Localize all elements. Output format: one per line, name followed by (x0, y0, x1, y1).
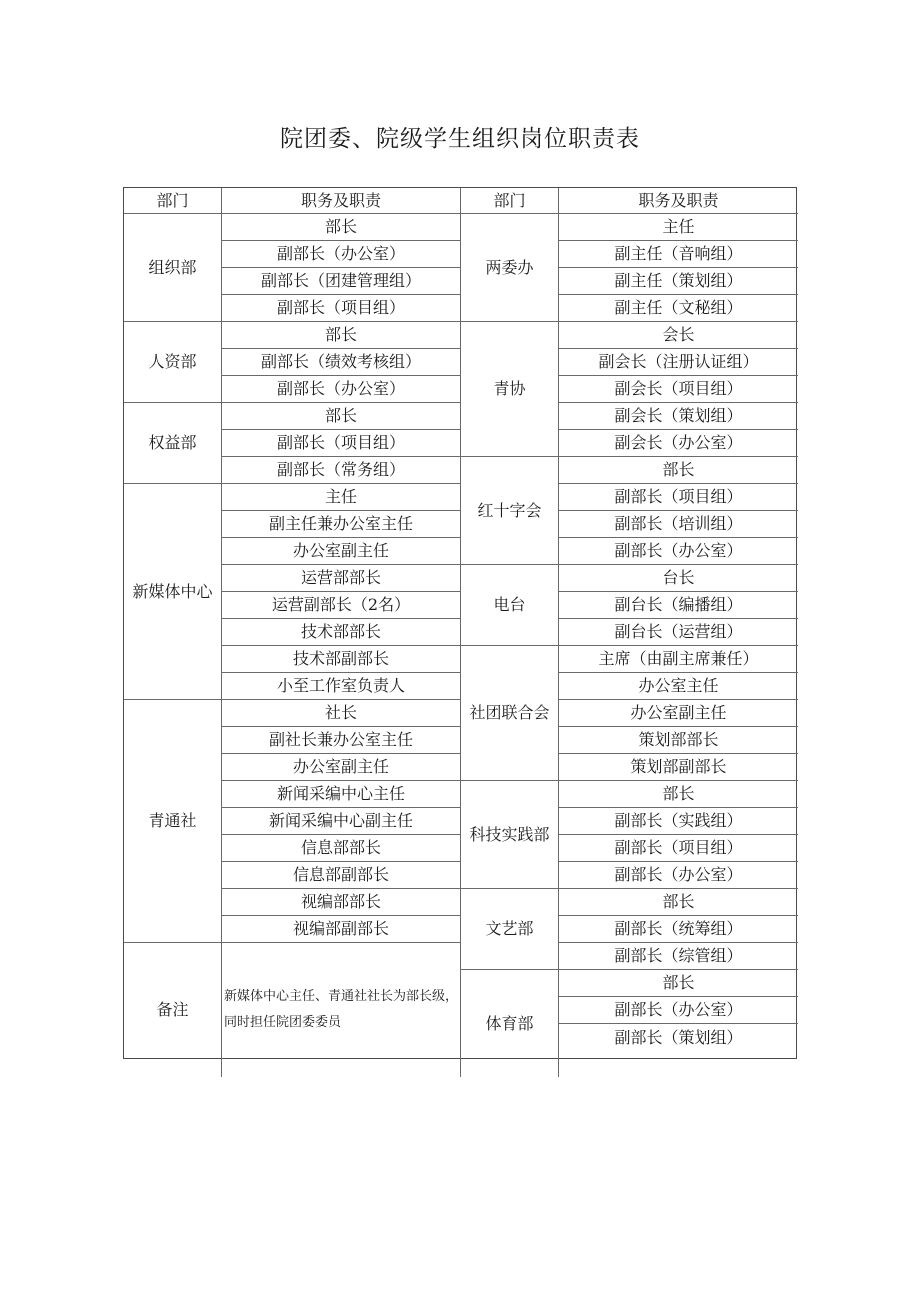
role-cell: 副会长（策划组） (559, 403, 798, 430)
role-cell: 副部长（项目组） (559, 835, 798, 862)
role-cell: 运营部部长 (222, 565, 461, 592)
role-cell: 副部长（实践组） (559, 808, 798, 835)
role-cell: 副部长（团建管理组） (222, 268, 461, 295)
role-cell: 副部长（项目组） (222, 295, 461, 322)
role-cell: 新闻采编中心副主任 (222, 808, 461, 835)
remarks-label: 备注 (124, 943, 222, 1077)
role-cell: 副主任兼办公室主任 (222, 511, 461, 538)
department-cell: 人资部 (124, 322, 222, 403)
role-cell: 副部长（项目组） (559, 484, 798, 511)
header-department-left: 部门 (124, 188, 222, 214)
department-cell: 科技实践部 (461, 781, 559, 889)
role-cell: 部长 (559, 457, 798, 484)
role-cell: 副部长（培训组） (559, 511, 798, 538)
responsibility-table (123, 187, 797, 1059)
role-cell: 主任 (222, 484, 461, 511)
role-cell: 副部长（综管组） (559, 943, 798, 970)
role-cell: 副部长（办公室） (222, 241, 461, 268)
page-title: 院团委、院级学生组织岗位职责表 (280, 126, 640, 152)
header-roles-right: 职务及职责 (559, 188, 798, 214)
role-cell: 办公室主任 (559, 673, 798, 700)
role-cell: 信息部部长 (222, 835, 461, 862)
role-cell: 社长 (222, 700, 461, 727)
department-cell: 体育部 (461, 970, 559, 1077)
role-cell: 技术部部长 (222, 619, 461, 646)
department-cell: 权益部 (124, 403, 222, 484)
role-cell: 副部长（常务组） (222, 457, 461, 484)
role-cell: 副会长（注册认证组） (559, 349, 798, 376)
role-cell: 主席（由副主席兼任） (559, 646, 798, 673)
role-cell: 部长 (559, 970, 798, 997)
role-cell: 副主任（音响组） (559, 241, 798, 268)
role-cell: 副主任（策划组） (559, 268, 798, 295)
remarks-text: 新媒体中心主任、青通社社长为部长级，同时担任院团委委员 (222, 943, 461, 1077)
role-cell: 副台长（编播组） (559, 592, 798, 619)
department-cell: 新媒体中心 (124, 484, 222, 700)
role-cell: 部长 (222, 214, 461, 241)
role-cell: 副会长（办公室） (559, 430, 798, 457)
department-cell: 两委办 (461, 214, 559, 322)
role-cell: 部长 (559, 889, 798, 916)
role-cell: 信息部副部长 (222, 862, 461, 889)
role-cell: 副台长（运营组） (559, 619, 798, 646)
role-cell: 副部长（项目组） (222, 430, 461, 457)
role-cell: 部长 (222, 322, 461, 349)
department-cell: 青协 (461, 322, 559, 457)
department-cell: 青通社 (124, 700, 222, 943)
role-cell: 视编部部长 (222, 889, 461, 916)
role-cell: 新闻采编中心主任 (222, 781, 461, 808)
role-cell: 视编部副部长 (222, 916, 461, 943)
role-cell: 办公室副主任 (222, 538, 461, 565)
department-cell: 红十字会 (461, 457, 559, 565)
department-cell: 组织部 (124, 214, 222, 322)
role-cell: 办公室副主任 (222, 754, 461, 781)
role-cell: 副会长（项目组） (559, 376, 798, 403)
role-cell: 副主任（文秘组） (559, 295, 798, 322)
role-cell: 办公室副主任 (559, 700, 798, 727)
role-cell: 主任 (559, 214, 798, 241)
role-cell: 副部长（办公室） (559, 997, 798, 1024)
role-cell: 部长 (222, 403, 461, 430)
department-cell: 电台 (461, 565, 559, 646)
role-cell: 副部长（策划组） (614, 1027, 743, 1047)
header-roles-left: 职务及职责 (222, 188, 461, 214)
header-department-right: 部门 (461, 188, 559, 214)
role-cell: 运营副部长（2名） (222, 592, 461, 619)
role-cell: 副部长（办公室） (559, 862, 798, 889)
department-cell: 社团联合会 (461, 646, 559, 781)
role-cell: 副社长兼办公室主任 (222, 727, 461, 754)
role-cell: 会长 (559, 322, 798, 349)
role-cell: 台长 (559, 565, 798, 592)
role-cell: 副部长（统筹组） (559, 916, 798, 943)
department-cell: 文艺部 (461, 889, 559, 970)
role-cell: 部长 (559, 781, 798, 808)
role-cell: 副部长（绩效考核组） (222, 349, 461, 376)
role-cell: 副部长（办公室） (222, 376, 461, 403)
role-cell: 策划部部长 (559, 727, 798, 754)
role-cell: 技术部副部长 (222, 646, 461, 673)
role-cell: 策划部副部长 (559, 754, 798, 781)
role-cell: 副部长（办公室） (559, 538, 798, 565)
role-cell: 小至工作室负责人 (222, 673, 461, 700)
